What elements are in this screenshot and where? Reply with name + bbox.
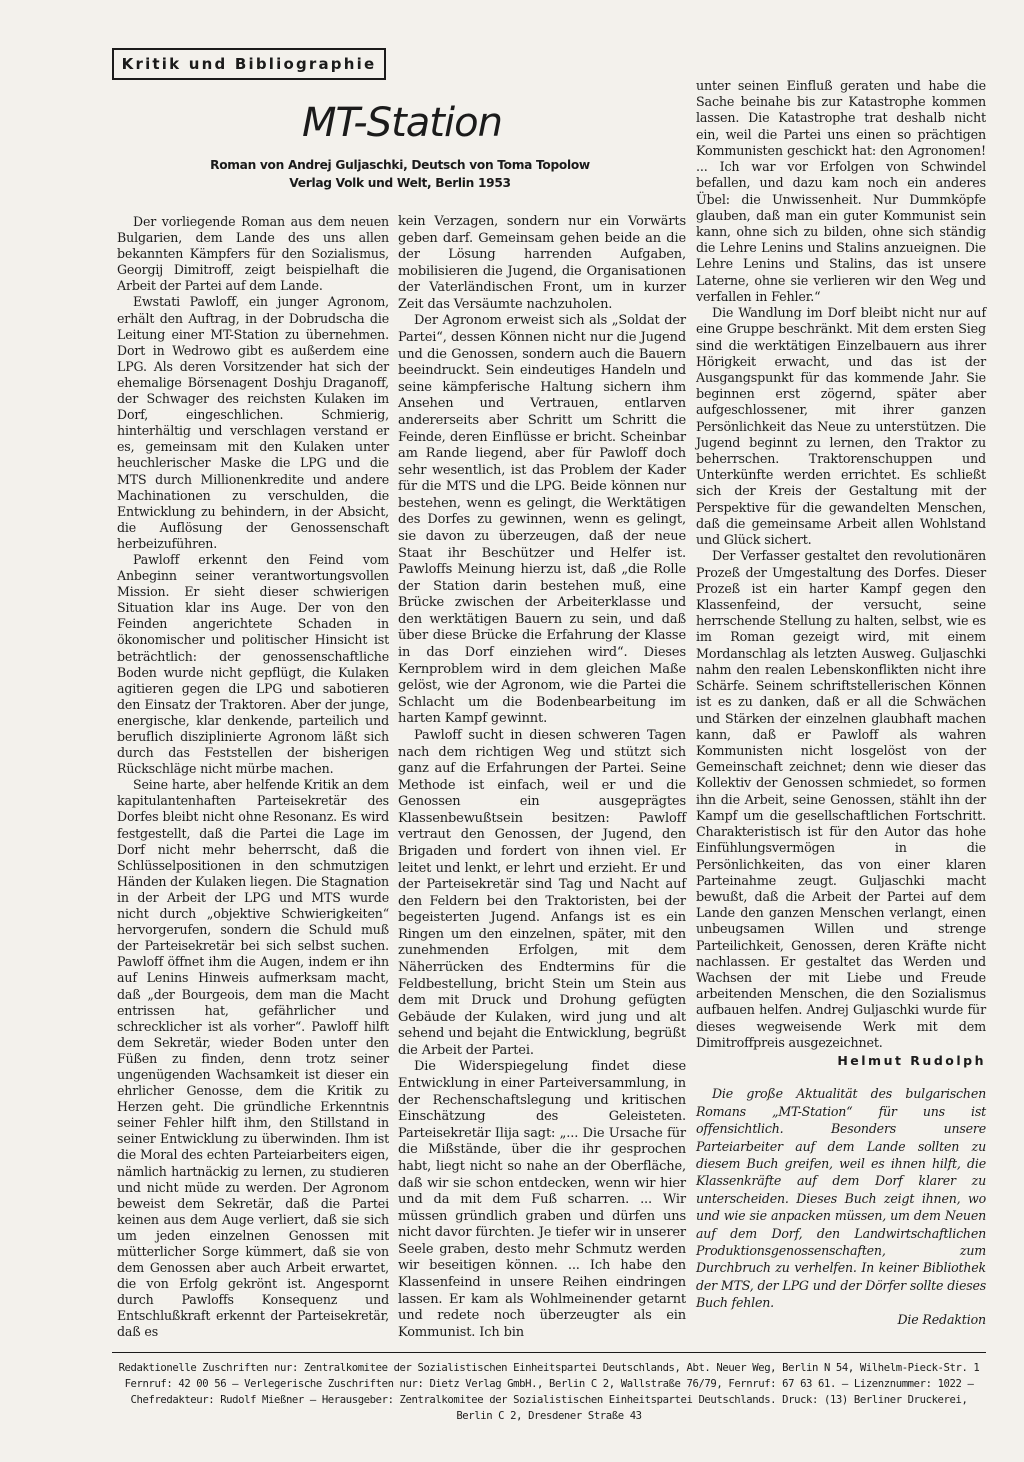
text-column-3	[696, 78, 986, 1328]
subtitle-line: Verlag Volk und Welt, Berlin 1953	[289, 176, 511, 190]
article-title: MT-Station	[302, 100, 502, 146]
paragraph: Der Verfasser gestaltet den revolutionären Prozeß der Umgestaltung des Dorfes. Dieser Prozeß ist ein harter Kampf gegen den Klassenfeind, der versucht, seine herrschende Stellung zu halten, selbst, wie es im Roman gezeigt wird, mit einem Mordanschlag als letzten Ausweg. Guljaschki nahm den realen Lebenskonflikten nicht ihre Schärfe. Seinem schriftstellerischen Können ist es zu danken, daß er all die Schwächen und Stärken der einzelnen glaubhaft machen kann, daß er Pawloff als wahren Kommunisten nicht losgelöst von der Gemeinschaft zeichnet; denn wie dieser das Kollektiv der Genossen schmiedet, so formen ihn die Arbeit, seine Genossen, stählt ihn der Kampf um die gesellschaftlichen Fortschritt. Charakteristisch ist für den Autor das hohe Einfühlungsvermögen in die Persönlichkeiten, das von einer klaren Parteinahme zeugt. Guljaschki macht bewußt, daß die Arbeit der Partei auf dem Lande den ganzen Menschen verlangt, einen unbeugsamen Willen und strenge Parteilichkeit, Genossen, deren Kräfte nicht nachlassen. Er gestaltet das Werden und Wachsen der mit Liebe und Freude arbeitenden Menschen, die den Sozialismus aufbauen helfen. Andrej Guljaschki wurde für dieses wegweisende Werk mit dem Dimitroffpreis ausgezeichnet.	[696, 548, 986, 1050]
paragraph: Die Wandlung im Dorf bleibt nicht nur auf eine Gruppe beschränkt. Mit dem ersten Sieg sind die werktätigen Einzelbauern aus ihrer Hörigkeit erwacht, und das ist der Ausgangspunkt für das kommende Jahr. Sie beginnen erst zögernd, später aber aufgeschlossener, mit ihrer ganzen Persönlichkeit das Neue zu unterstützen. Die Jugend beginnt zu lernen, den Traktor zu beherrschen. Traktorenschuppen und Unterkünfte werden errichtet. Es schließt sich der Kreis der Gestaltung mit der Perspektive für die gewandelten Menschen, daß die gemeinsame Arbeit allen Wohlstand und Glück sichert.	[696, 305, 986, 548]
subtitle-line: Roman von Andrej Guljaschki, Deutsch von Toma Topolow	[210, 158, 590, 172]
article-subtitle	[200, 156, 600, 192]
paragraph: Pawloff sucht in diesen schweren Tagen nach dem richtigen Weg und stützt sich ganz auf die Erfahrungen der Partei. Seine Methode ist einfach, weil er und die Genossen ein ausgeprägtes Klassenbewußtsein besitzen: Pawloff vertraut den Genossen, der Jugend, den Brigaden und fordert von ihnen viel. Er leitet und lenkt, er lehrt und erzieht. Er und der Parteisekretär sind Tag und Nacht auf den Feldern bei den Traktoristen, bei der begeisterten Jugend. Anfangs ist es ein Ringen um den einzelnen, später, mit den zunehmenden Erfolgen, mit dem Näherrücken des Endtermins für die Feldbestellung, bricht Stein um Stein aus dem mit Druck und Drohung gefügten Gebäude der Kulaken, wird jung und alt sehend und bejaht die Entwicklung, begrüßt die Arbeit der Partei.	[398, 727, 686, 1058]
section-label: Kritik und Bibliographie	[112, 48, 386, 80]
paragraph: Ewstati Pawloff, ein junger Agronom, erhält den Auftrag, in der Dobrudscha die Leitung einer MT-Station zu übernehmen. Dort in Wedrowo gibt es außerdem eine LPG. Als deren Vorsitzender hat sich der ehemalige Börsenagent Doshju Draganoff, der Schwager des reichsten Kulaken im Dorf, eingeschlichen. Schmierig, hinterhältig und verschlagen verstand er es, gemeinsam mit den Kulaken unter heuchlerischer Maske die LPG und die MTS durch Millionenkredite und andere Machinationen zu verschulden, die Entwicklung zu behindern, in der Absicht, die Auflösung der Genossenschaft herbeizuführen.	[117, 294, 389, 551]
text-column-1	[117, 214, 389, 1341]
footer-divider	[112, 1352, 986, 1353]
editorial-note	[696, 1085, 986, 1311]
text-column-2	[398, 214, 686, 1341]
paragraph: Der vorliegende Roman aus dem neuen Bulgarien, dem Lande des uns allen bekannten Kämpfers für den Sozialismus, Georgij Dimitroff, zeigt beispielhaft die Arbeit der Partei auf dem Lande.	[117, 214, 389, 294]
imprint-line: Redaktionelle Zuschriften nur: Zentralkomitee der Sozialistischen Einheitspartei Deutschlands, Abt. Neuer Weg, Berlin N 54, Wilhelm-Pieck-Str. 1	[118, 1362, 980, 1374]
paragraph: unter seinen Einfluß geraten und habe die Sache beinahe bis zur Katastrophe kommen lassen. Die Katastrophe trat deshalb nicht ein, weil die Partei uns einen so prächtigen Kommunisten geschickt hat: den Agronomen! ... Ich war vor Erfolgen von Schwindel befallen, und dazu kam noch ein anderes Übel: die Unwissenheit. Nur Dummköpfe glauben, daß man ein guter Kommunist sein kann, ohne sich zu bilden, ohne sich ständig die Lehre Lenins und Stalins anzueignen. Die Lehre Lenins und Stalins, das ist unsere Laterne, ohne sie verlieren wir den Weg und verfallen in Fehler.“	[696, 78, 986, 304]
editorial-note-text: Die große Aktualität des bulgarischen Romans „MT-Station“ für uns ist offensichtlich. Besonders unsere Parteiarbeiter auf dem Lande sollten zu diesem Buch greifen, weil es ihnen hilft, die Klassenkräfte auf dem Dorf klarer zu unterscheiden. Dieses Buch zeigt ihnen, wo und wie sie anpacken müssen, um dem Neuen auf dem Dorf, den Landwirtschaftlichen Produktionsgenossenschaften, zum Durchbruch zu verhelfen. In keiner Bibliothek der MTS, der LPG und der Dörfer sollte dieses Buch fehlen.	[696, 1086, 986, 1311]
author-signature: Helmut Rudolph	[837, 1053, 986, 1069]
imprint-line: Chefredakteur: Rudolf Mießner — Herausgeber: Zentralkomitee der Sozialistischen Einheitspartei Deutschlands. Druck: (13) Berliner Druckerei,	[130, 1394, 968, 1406]
editorial-sign: Die Redaktion	[897, 1311, 986, 1327]
paragraph: kein Verzagen, sondern nur ein Vorwärts geben darf. Gemeinsam gehen beide an die der Lösung harrenden Aufgaben, mobilisieren die Jugend, die Organisationen der Vaterländischen Front, um in kurzer Zeit das Versäumte nachzuholen.	[398, 214, 686, 312]
paragraph: Der Agronom erweist sich als „Soldat der Partei“, dessen Können nicht nur die Jugend und die Genossen, sondern auch die Bauern beeindruckt. Sein eindeutiges Handeln und seine kämpferische Haltung sichern ihm Ansehen und Vertrauen, entlarven andererseits aber Schritt um Schritt die Feinde, deren Einflüsse er bricht. Scheinbar am Rande liegend, aber für Pawloff doch sehr wesentlich, ist das Problem der Kader für die MTS und die LPG. Beide können nur bestehen, wenn es gelingt, die Werktätigen des Dorfes zu gewinnen, wenn es gelingt, sie davon zu überzeugen, daß der neue Staat ihr Beschützer und Helfer ist. Pawloffs Meinung hierzu ist, daß „die Rolle der Station darin bestehen muß, eine Brücke zwischen der Arbeiterklasse und den werktätigen Bauern zu sein, und daß über diese Brücke die Erfahrung der Klasse in das Dorf einziehen wird“. Dieses Kernproblem wird in dem gleichen Maße gelöst, wie der Agronom, wie die Partei die Schlacht um die Bodenbearbeitung im harten Kampf gewinnt.	[398, 313, 686, 727]
imprint-line: Berlin C 2, Dresdener Straße 43	[456, 1410, 642, 1422]
paragraph: Seine harte, aber helfende Kritik an dem kapitulantenhaften Parteisekretär des Dorfes bleibt nicht ohne Resonanz. Es wird festgestellt, daß die Partei die Lage im Dorf nicht mehr beherrscht, daß die Schlüsselpositionen in den schmutzigen Händen der Kulaken liegen. Die Stagnation in der Arbeit der LPG und MTS wurde nicht durch „objektive Schwierigkeiten“ hervorgerufen, sondern die Schuld muß der Parteisekretär bei sich selbst suchen. Pawloff öffnet ihm die Augen, indem er ihn auf Lenins Hinweis aufmerksam macht, daß „der Bourgeois, dem man die Macht entrissen hat, gefährlicher und schrecklicher ist als vorher“. Pawloff hilft dem Sekretär, wieder Boden unter den Füßen zu finden, denn trotz seiner ungenügenden Wachsamkeit ist dieser ein ehrlicher Genosse, dem die Kritik zu Herzen geht. Die gründliche Erkenntnis seiner Fehler hilft ihm, den Stillstand in seiner Entwicklung zu überwinden. Ihm ist die Moral des echten Parteiarbeiters eigen, nämlich hartnäckig zu lernen, zu studieren und nicht müde zu werden. Der Agronom beweist dem Sekretär, daß die Partei keinen aus dem Auge verliert, daß sie sich um jeden einzelnen Genossen mit mütterlicher Sorge kümmert, daß sie von dem Genossen aber auch Arbeit erwartet, die von Erfolg gekrönt ist. Angespornt durch Pawloffs Konsequenz und Entschlußkraft erkennt der Parteisekretär, daß es	[117, 777, 389, 1340]
paragraph: Die Widerspiegelung findet diese Entwicklung in einer Parteiversammlung, in der Rechenschaftslegung und kritischen Einschätzung des Geleisteten. Parteisekretär Ilija sagt: „... Die Ursache für die Mißstände, über die ihr gesprochen habt, liegt nicht so nahe an der Oberfläche, daß wir sie schon entdecken, wenn wir hier und da mit dem Fuß scharren. ... Wir müssen gründlich graben und dürfen uns nicht davor fürchten. Je tiefer wir in unserer Seele graben, desto mehr Schmutz werden wir beseitigen können. ... Ich habe den Klassenfeind in unsere Reihen eindringen lassen. Er kam als Wohlmeinender getarnt und redete noch überzeugter als ein Kommunist. Ich bin	[398, 1059, 686, 1340]
imprint-footer	[112, 1360, 986, 1424]
imprint-line: Fernruf: 42 00 56 — Verlegerische Zuschriften nur: Dietz Verlag GmbH., Berlin C 2, Wallstraße 76/79, Fernruf: 67 63 61. — Lizenznummer: 1022 —	[124, 1378, 974, 1390]
paragraph: Pawloff erkennt den Feind vom Anbeginn seiner verantwortungsvollen Mission. Er sieht dieser schwierigen Situation klar ins Auge. Der von den Feinden angerichtete Schaden in ökonomischer und politischer Hinsicht ist beträchtlich: der genossenschaftliche Boden wurde nicht gepflügt, die Kulaken agitieren gegen die LPG und sabotieren den Einsatz der Traktoren. Aber der junge, energische, klar denkende, parteilich und beruflich disziplinierte Agronom läßt sich durch das Feststellen der bisherigen Rückschläge nicht mürbe machen.	[117, 551, 389, 777]
